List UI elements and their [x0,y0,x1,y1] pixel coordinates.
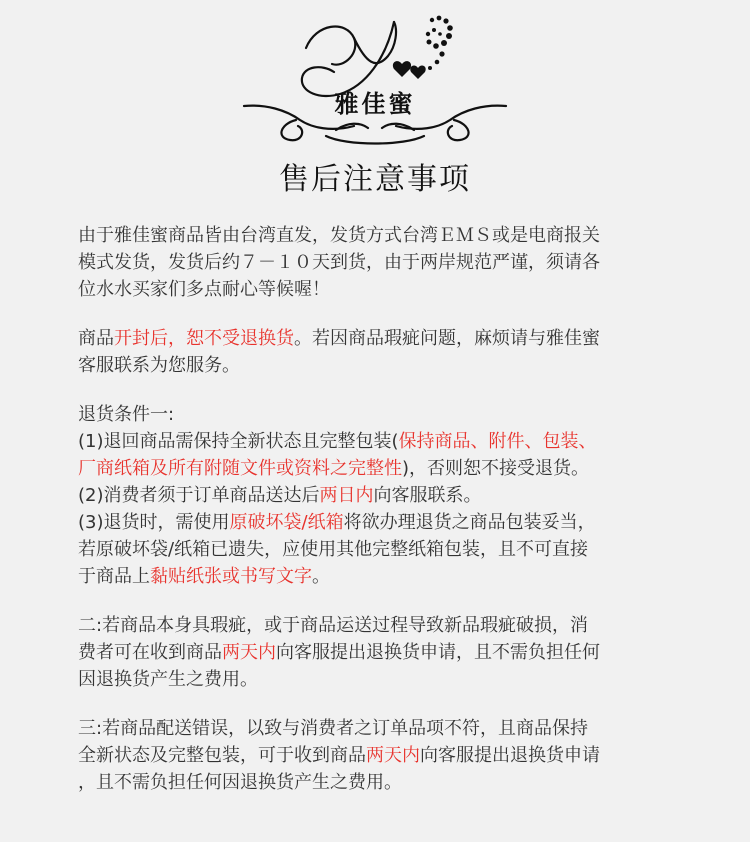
text-line: 三:若商品配送错误，以致与消费者之订单品项不符，且商品保持 [78,718,589,739]
highlight-text: 厂商纸箱及所有附随文件或资料之完整性 [78,458,402,479]
text-span: 于商品上 [78,566,150,587]
return-condition-two [78,612,694,693]
text-span: 费者可在收到商品 [78,642,222,663]
text-line [78,639,694,666]
text-line: 模式发货，发货后约７－１０天到货，由于两岸规范严谨，须请各 [78,252,600,273]
brand-logo [236,8,514,148]
text-span: 向客服提出退换货申请 [420,745,600,766]
text-span: 将欲办理退货之商品包装妥当， [343,512,596,533]
text-line: 若原破坏袋/纸箱已遗失，应使用其他完整纸箱包装，且不可直接 [78,539,589,560]
return-condition-one [78,401,694,590]
text-span: 。若因商品瑕疵问题，麻烦请与雅佳蜜 [294,328,600,349]
opened-notice-paragraph [78,325,694,379]
text-line: 位水水买家们多点耐心等候喔！ [78,279,330,300]
return-condition-three [78,715,694,796]
text-span: (3)退货时，需使用 [78,512,230,533]
highlight-text: 原破坏袋/纸箱 [229,512,344,533]
notice-content [78,222,694,818]
text-span: 商品 [78,328,114,349]
highlight-text: 两日内 [319,485,374,506]
highlight-text: 开封后，恕不受退换货 [114,328,294,349]
page-title: 售后注意事项 [279,162,471,197]
text-line [78,509,694,536]
text-span: 。 [312,566,330,587]
text-span: 全新状态及完整包装，可于收到商品 [78,745,366,766]
text-line [78,563,694,590]
text-line: 二:若商品本身具瑕疵，或于商品运送过程导致新品瑕疵破损，消 [78,615,589,636]
highlight-text: 两天内 [366,745,420,766]
highlight-text: 保持商品、附件、包装、 [398,431,597,452]
text-span: )，否则恕不接受退货。 [402,458,590,479]
text-span: (2)消费者须于订单商品送达后 [78,485,320,506]
highlight-text: 两天内 [222,642,276,663]
text-line [78,742,694,769]
text-line [78,428,694,455]
text-line: 因退换货产生之费用。 [78,669,258,690]
intro-paragraph [78,222,694,303]
text-line: ，且不需负担任何因退换货产生之费用。 [78,772,402,793]
brand-name: 雅佳蜜 [334,89,416,118]
highlight-text: 黏贴纸张或书写文字 [150,566,312,587]
section-heading: 退货条件一: [78,404,175,425]
text-line [78,482,694,509]
text-line: 客服联系为您服务。 [78,355,240,376]
text-line: 由于雅佳蜜商品皆由台湾直发，发货方式台湾ＥＭＳ或是电商报关 [78,225,600,246]
text-line [78,325,694,352]
text-line [78,455,694,482]
text-span: (1)退回商品需保持全新状态且完整包装( [78,431,399,452]
text-span: 向客服提出退换货申请，且不需负担任何 [276,642,600,663]
text-span: 向客服联系。 [373,485,482,506]
